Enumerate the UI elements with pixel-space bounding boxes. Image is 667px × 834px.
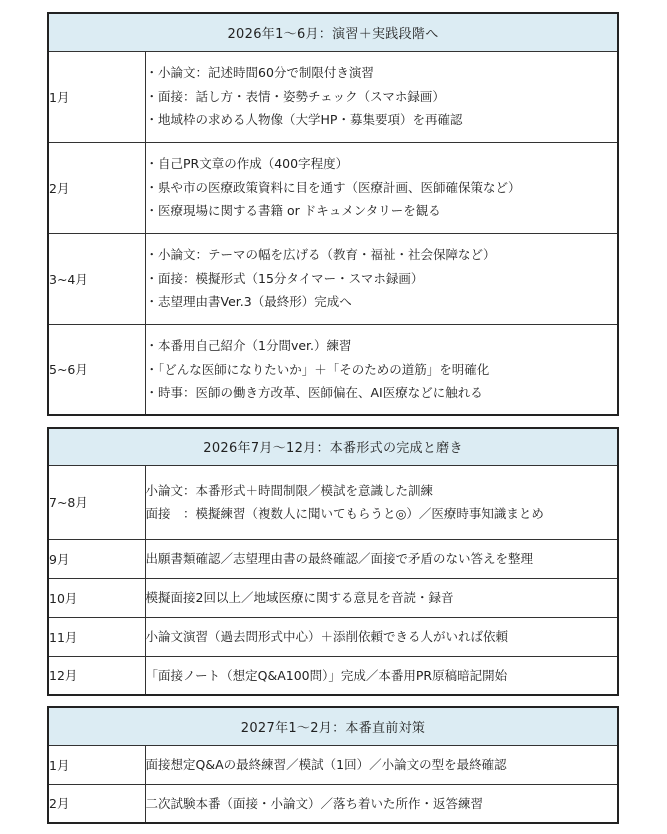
task-line: ・小論文：記述時間60分で制限付き演習 [145,65,374,81]
month-cell: 9月 [48,539,145,578]
task-line: ・本番用自己紹介（1分間ver.）練習 [145,338,352,353]
content-cell [145,578,618,617]
task-line: ・時事：医師の働き方改革、医師偏在、AI医療などに触れる [145,385,483,400]
table-row [48,142,618,233]
task-line: ・志望理由書Ver.3（最終形）完成へ [145,294,352,310]
table-row [48,465,618,539]
table-row [48,539,618,578]
task-line: ・地域枠の求める人物像（大学HP・募集要項）を再確認 [145,112,463,128]
month-cell: 2月 [48,142,145,233]
schedule-table-2026-jan-jun [47,12,619,416]
task-line: ・小論文：テーマの幅を広げる（教育・福祉・社会保障など） [145,247,496,263]
table-row [48,617,618,656]
section-header: 2027年1〜2月：本番直前対策 [48,707,618,745]
task-line: 小論文：本番形式＋時間制限／模試を意識した訓練 [145,482,434,498]
task-line: ・医療現場に関する書籍 or ドキュメンタリーを観る [145,203,441,219]
content-cell [145,233,618,324]
month-cell: 12月 [48,656,145,695]
task-line: ・面接：話し方・表情・姿勢チェック（スマホ録画） [145,88,445,104]
month-cell: 1月 [48,51,145,142]
table-row [48,745,618,784]
month-cell: 3~4月 [48,233,145,324]
schedule-table-2027-jan-feb [47,706,619,824]
content-cell [145,656,618,695]
table-row [48,656,618,695]
task-line: ・県や市の医療政策資料に目を通す（医療計画、医師確保策など） [145,179,521,195]
task-line: 小論文演習（過去問形式中心）＋添削依頼できる人がいれば依頼 [145,628,509,644]
month-cell: 7~8月 [48,465,145,539]
section-header: 2026年7月〜12月：本番形式の完成と磨き [48,428,618,465]
table-row [48,324,618,415]
content-cell [145,617,618,656]
content-cell [145,51,618,142]
month-cell: 10月 [48,578,145,617]
section-header: 2026年1〜6月：演習＋実践段階へ [48,13,618,51]
month-cell: 5~6月 [48,324,145,415]
content-cell [145,465,618,539]
content-cell [145,784,618,823]
table-row [48,233,618,324]
content-cell [145,745,618,784]
task-line: ・自己PR文章の作成（400字程度） [145,156,349,172]
task-line: 模擬面接2回以上／地域医療に関する意見を音読・録音 [145,589,454,605]
content-cell [145,539,618,578]
task-line: 面接 ：模擬練習（複数人に聞いてもらうと◎）／医療時事知識まとめ [145,506,544,521]
month-cell: 2月 [48,784,145,823]
content-cell [145,324,618,415]
table-row [48,51,618,142]
task-line: 「面接ノート（想定Q&A100問）」完成／本番用PR原稿暗記開始 [145,667,508,683]
task-line: 二次試験本番（面接・小論文）／落ち着いた所作・返答練習 [145,795,484,811]
month-cell: 1月 [48,745,145,784]
task-line: 面接想定Q&Aの最終練習／模試（1回）／小論文の型を最終確認 [145,756,507,772]
month-cell: 11月 [48,617,145,656]
table-row [48,784,618,823]
content-cell [145,142,618,233]
task-line: ・「どんな医師になりたいか」＋「そのための道筋」を明確化 [145,361,490,377]
schedule-table-2026-jul-dec [47,427,619,696]
task-line: 出願書類確認／志望理由書の最終確認／面接で矛盾のない答えを整理 [145,550,534,566]
task-line: ・面接：模擬形式（15分タイマー・スマホ録画） [145,270,424,286]
table-row [48,578,618,617]
